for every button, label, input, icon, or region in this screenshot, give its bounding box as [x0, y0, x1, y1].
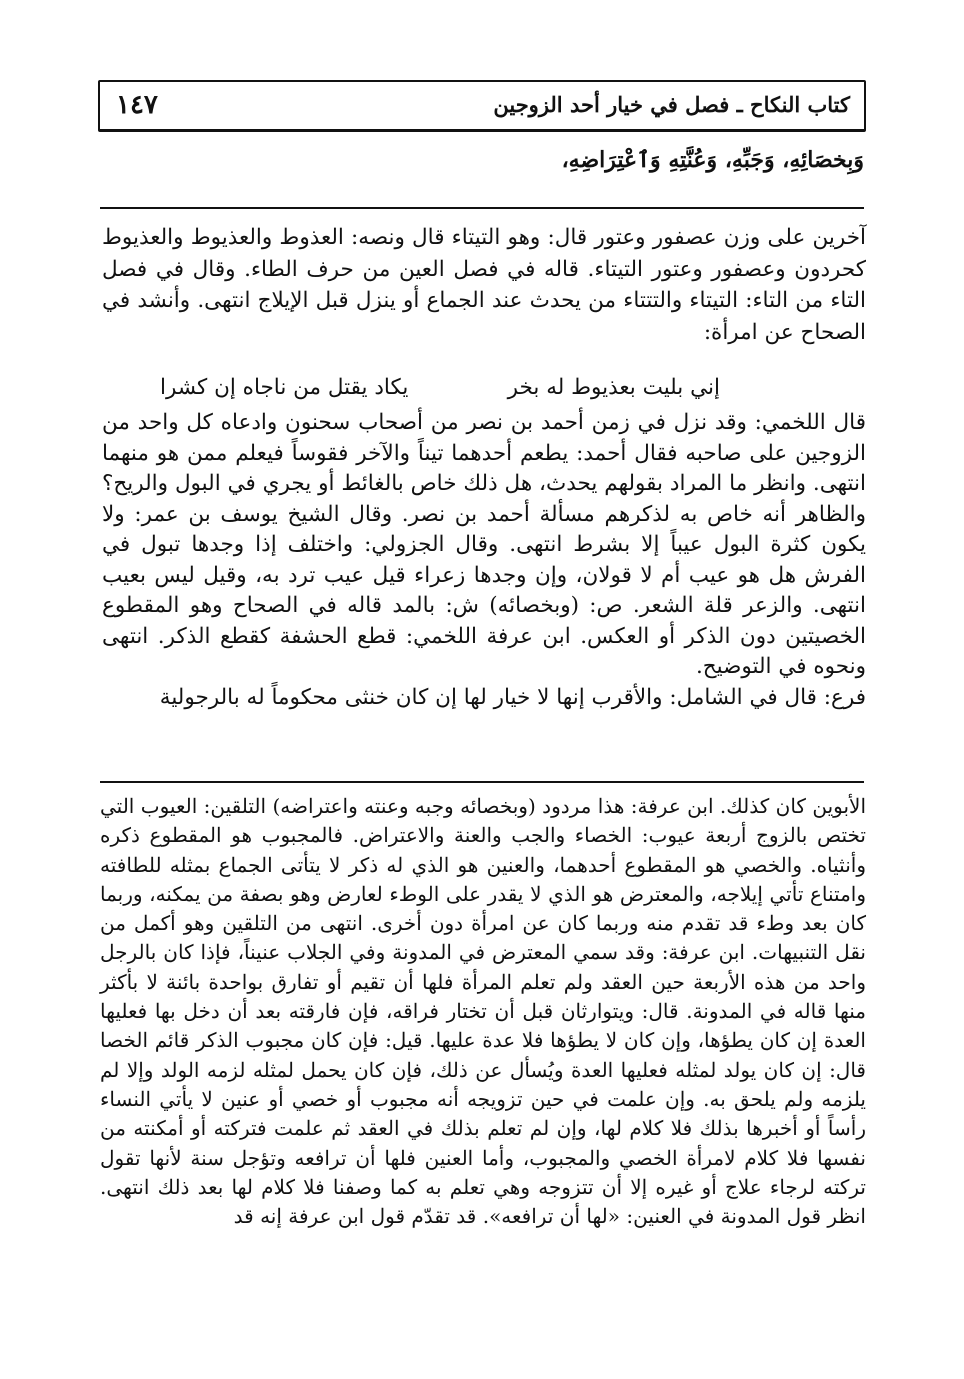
running-head: كتاب النكاح ـ فصل في خيار أحد الزوجين [493, 92, 850, 117]
commentary-paragraph: قال اللخمي: وقد نزل في زمن أحمد بن نصر من أصحاب سحنون وادعاه كل واحد من الزوجين على صاحبه فقال أحمد: يطعم أحدهما تيناً والآخر فقوساً فيعلم ممن هو منهما انتهى. وانظر ما المراد بقولهم يحدث، هل ذلك خاص بالغائط أو يجري في البول والريح؟ والظاهر أنه خاص به لذكرهم مسألة أحمد بن نصر. وقال الشيخ يوسف بن عمر: ولا يكون كثرة البول عيباً إلا بشرط انتهى. وقال الجزولي: واختلف إذا وجدها تبول في الفرش هل هو عيب أم لا قولان، وإن وجدها زعراء قيل عيب ترد به، وقيل ليس بعيب انتهى. والزعر قلة الشعر. ص: (وبخصائه) ش: بالمد قاله في الصحاح وهو المقطوع الخصيتين دون الذكر أو العكس. ابن عرفة اللخمي: قطع الحشفة كقطع الذكر. انتهى ونحوه في التوضيح. [102, 410, 866, 679]
footnote-block [100, 792, 866, 1231]
commentary-block-1 [102, 222, 866, 348]
page-header [98, 80, 866, 132]
verse-second-hemistich: يكاد يقتل من ناجاه إن كشرا [160, 375, 409, 400]
top-divider [100, 207, 864, 209]
commentary-paragraph-far: فرع: قال في الشامل: والأقرب إنها لا خيار لها إن كان خنثى محكوماً له بالرجولية [159, 684, 866, 710]
footnote-paragraph: الأبوين كان كذلك. ابن عرفة: هذا مردود (وبخصائه وجبه وعنته واعتراضه) التلقين: العيوب التي تختص بالزوج أربعة عيوب: الخصاء والجب والعنة والاعتراض. فالمجبوب هو المقطوع ذكره وأنثياه. والخصي هو المقطوع أحدهما، والعنين هو الذي له ذكر لا يتأتى الجماع بمثله للطافته وامتناع تأتي إيلاجه، والمعترض هو الذي لا يقدر على الوطء لعارض وهو بصفة من يمكنه، وربما كان بعد وطء قد تقدم منه وربما كان عن امرأة دون أخرى. انتهى من التلقين وهو أكمل من نقل التنبيهات. ابن عرفة: وقد سمي المعترض في المدونة وفي الجلاب عنيناً، فإذا كان بالرجل واحد من هذه الأربعة حين العقد ولم تعلم المرأة فلها أن تقيم أو تفارق بواحدة بائنة لا بأكثر منها قاله في المدونة. قال: ويتوارثان قبل أن تختار فراقه، فإن فارقته بعد أن دخل بها فعليها العدة إن كان يطؤها، وإن كان لا يطؤها فلا عدة عليها. قيل: فإن كان مجبوب الذكر قائم الخصا قال: إن كان يولد لمثله فعليها العدة ويُسأل عن ذلك، فإن كان يحمل لمثله لزمه الولد وإلا لم يلزمه ولم يلحق به. وإن علمت في حين تزويجه أنه مجبوب أو خصي أو عنين لا يأتي النساء رأساً أو أخبرها بذلك فلا كلام لها، وإن لم تعلم بذلك في العقد ثم علمت فتركته أو أمكنته من نفسها فلا كلام لامرأة الخصي والمجبوب، وأما العنين فلها أن ترافعه وتؤجل سنة لأنها تقول تركته لرجاء علاج أو غيره إلا أن تتزوجه وهي تعلم به كما وصفنا فلا كلام لها بعد ذلك انتهى. انظر قول المدونة في العنين: «لها أن ترافعه». قد تقدّم قول ابن عرفة إنه قد [100, 794, 867, 1229]
main-text-line: وَبِخصَائِهِ، وَجَبِّهِ، وَعُنَّتِهِ وَٱعْتِرَاضِهِ، [561, 147, 864, 173]
commentary-paragraph: آخرين على وزن عصفور وعتور قال: وهو التيتاء قال ونصه: العذوط والعذيوط والعذيوط كحردون وعصفور وعتور التيتاء. قاله في فصل العين من حرف الطاء. وقال في فصل التاء من التاء: التيتاء والتتتاء من يحدث عند الجماع أو ينزل قبل الإيلاج انتهى. وأنشد في الصحاح عن امرأة: [102, 225, 866, 345]
footnote-divider [100, 781, 864, 783]
verse-first-hemistich: إني بليت بعذيوط له بخر [507, 375, 720, 400]
commentary-block-2 [102, 408, 866, 713]
page-number: ١٤٧ [116, 90, 158, 120]
poetry-verse [160, 375, 720, 405]
